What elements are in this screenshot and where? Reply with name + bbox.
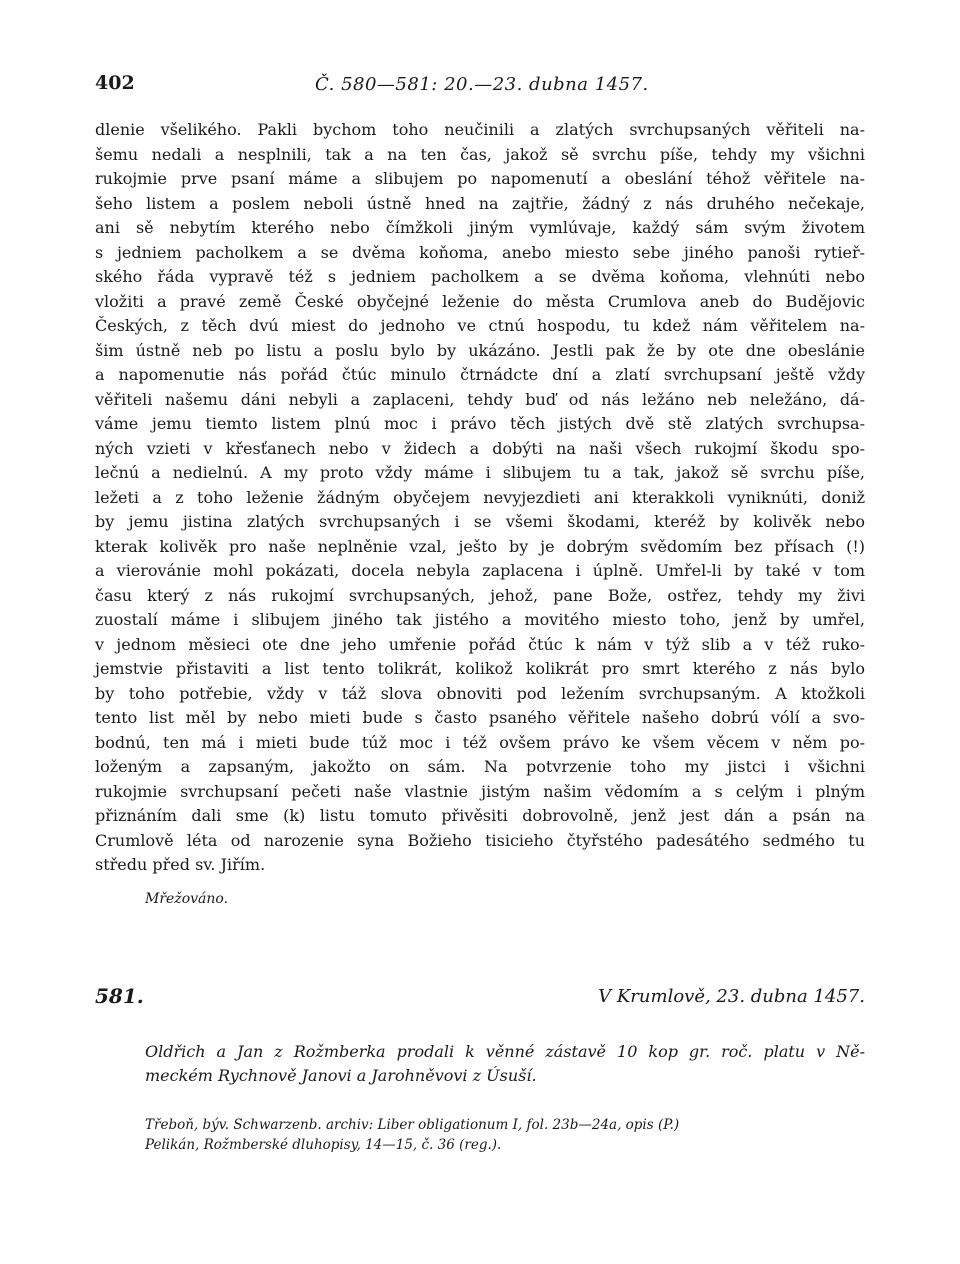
text-line: ani sě nebytím kterého nebo čímžkoli jiným vymlúvaje, každý sám svým životem [95, 218, 865, 237]
text-line: by jemu jistina zlatých svrchupsaných i se všemi škodami, kteréž by kolivěk nebo [95, 512, 865, 531]
text-line: jemstvie přistaviti a list tento tolikrát, kolikož kolikrát pro smrt kterého z nás bylo [95, 659, 865, 678]
entry-sources [145, 1115, 865, 1155]
text-line: zuostalí máme i slibujem jiného tak jistého a movitého miesto toho, jenž by umřel, [95, 610, 865, 629]
text-line: středu před sv. Jiřím. [95, 855, 266, 874]
text-line: šeho listem a poslem neboli ústně hned na zajtřie, žádný z nás druhého nečekaje, [95, 193, 865, 213]
entry-number: 581. [95, 984, 144, 1008]
running-head: Č. 580—581: 20.—23. dubna 1457. [315, 74, 649, 95]
entry-place-date: V Krumlově, 23. dubna 1457. [598, 986, 865, 1007]
text-line: Crumlově léta od narozenie syna Božieho tisicieho čtyřstého padesátého sedmého tu [95, 830, 865, 850]
charter-paragraph [95, 118, 865, 878]
text-line: věřiteli našemu dáni nebyli a zaplaceni, tehdy buď od nás ležáno neb neležáno, dá- [95, 389, 865, 409]
charter-text [95, 118, 865, 878]
text-line: přiznáním dali sme (k) listu tomuto přivěsiti dobrovolně, jenž jest dán a psán na [95, 806, 865, 825]
entry-regest [145, 1040, 865, 1088]
page-number: 402 [95, 72, 135, 94]
text-line: váme jemu tiemto listem plnú moc i právo těch jistých dvě stě zlatých svrchupsa- [95, 414, 865, 433]
text-line: šim ústně neb po listu a poslu bylo by ukázáno. Jestli pak že by ote dne obeslánie [95, 340, 865, 360]
text-line: by toho potřebie, vždy v táž slova obnoviti pod ležením svrchupsaným. A ktožkoli [95, 683, 865, 703]
regest-line: meckém Rychnově Janovi a Jarohněvovi z Úsuší. [145, 1066, 537, 1085]
text-line: času který z nás rukojmí svrchupsaných, jehož, pane Bože, ostřez, tehdy my živi [95, 585, 865, 605]
source-line: Třeboň, býv. Schwarzenb. archiv: Liber obligationum I, fol. 23b—24a, opis (P.) [145, 1117, 680, 1133]
text-line: loženým a zapsaným, jakožto on sám. Na potvrzenie toho my jistci i všichni [95, 757, 865, 776]
signature-note: Mřežováno. [145, 891, 229, 907]
text-line: ležeti a z toho leženie žádným obyčejem nevyjezdieti ani kterakkoli vyniknúti, doniž [95, 487, 865, 507]
text-line: rukojmie prve psaní máme a slibujem po napomenutí a obeslání téhož věřitele na- [95, 169, 865, 188]
text-line: tento list měl by nebo mieti bude s často psaného věřitele našeho dobrú vólí a svo- [95, 708, 865, 727]
page-header [95, 72, 865, 102]
text-line: šemu nedali a nesplnili, tak a na ten čas, jakož sě svrchu píše, tehdy my všichni [95, 144, 865, 164]
text-line: s jedniem pacholkem a se dvěma koňoma, anebo miesto sebe jiného panoši rytieř- [95, 242, 865, 262]
text-line: lečnú a nedielnú. A my proto vždy máme i slibujem tu a tak, jakož sě svrchu píše, [95, 463, 865, 482]
text-line: a vierovánie mohl pokázati, docela nebyla zaplacena i úplně. Umřel-li by také v tom [95, 561, 865, 580]
text-line: ského řáda vypravě též s jedniem pacholkem a se dvěma koňoma, vlehnúti nebo [95, 267, 865, 286]
text-line: kterak kolivěk pro naše neplněnie vzal, ješto by je dobrým svědomím bez přísach (!) [95, 536, 865, 556]
text-line: rukojmie svrchupsaní pečeti naše vlastnie jistým našim vědomím a s celým i plným [95, 781, 865, 801]
text-line: a napomenutie nás pořád čtúc minulo čtrnádcte dní a zlatí svrchupsaní ještě vždy [95, 365, 865, 384]
text-line: Českých, z těch dvú miest do jednoho ve ctnú hospodu, tu kdež nám věřitelem na- [95, 316, 865, 335]
text-line: bodnú, ten má i mieti bude túž moc i též ovšem právo ke všem věcem v něm po- [95, 732, 865, 752]
text-line: ných vzieti v křesťanech nebo v židech a dobýti na naši všech rukojmí škodu spo- [95, 438, 865, 458]
text-line: dlenie všelikého. Pakli bychom toho neučinili a zlatých svrchupsaných věřiteli na- [95, 120, 865, 139]
source-line: Pelikán, Rožmberské dluhopisy, 14—15, č. 36 (reg.). [145, 1137, 502, 1153]
text-line: v jednom měsieci ote dne jeho umřenie pořád čtúc k nám v týž slib a v též ruko- [95, 634, 865, 654]
entry-heading [95, 984, 865, 1014]
text-line: vložiti a pravé země České obyčejné leženie do města Crumlova aneb do Budějovic [95, 291, 865, 311]
regest-line: Oldřich a Jan z Rožmberka prodali k věnné zástavě 10 kop gr. roč. platu v Ně- [145, 1042, 865, 1061]
